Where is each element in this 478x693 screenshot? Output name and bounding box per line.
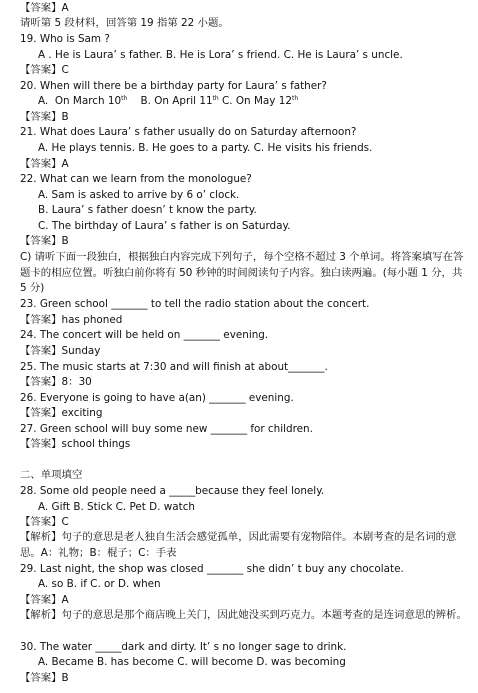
question-29-options: A. so B. if C. or D. when	[38, 578, 161, 590]
section-heading: 二、单项填空	[20, 469, 83, 481]
answer-label: 【答案】A	[20, 2, 69, 14]
answer-label: 【答案】C	[20, 64, 69, 76]
question-28: 28. Some old people need a _____because they feel lonely.	[20, 485, 325, 497]
question-19-options: A . He is Laura’ s father. B. He is Lora’ s friend. C. He is Laura’ s uncle.	[38, 49, 403, 61]
question-29: 29. Last night, the shop was closed _______ she didn’ t buy any chocolate.	[20, 563, 404, 575]
answer-label: 【答案】A	[20, 594, 69, 606]
question-30: 30. The water _____dark and dirty. It’ s no longer sage to drink.	[20, 641, 347, 653]
answer-label: 【答案】has phoned	[20, 314, 123, 326]
question-20: 20. When will there be a birthday party for Laura’ s father?	[20, 80, 327, 92]
analysis-29: 【解析】句子的意思是那个商店晚上关门，因此她没买到巧克力。本题考查的是连词意思的辨析。	[20, 609, 467, 621]
part-c-instruction: C) 请听下面一段独白，根据独白内容完成下列句子，每个空格不超过 3 个单词。将答案填写在答题卡的相应位置。听独白前你将有 50 秒钟的时间阅读句子内容。独白读两遍。(每小题 1 分，共 5 分)	[20, 251, 464, 294]
answer-label: 【答案】C	[20, 516, 69, 528]
question-22-option-c: C. The birthday of Laura’ s father is on Saturday.	[38, 220, 291, 232]
answer-label: 【答案】8：30	[20, 376, 92, 388]
question-19: 19. Who is Sam ?	[20, 33, 110, 45]
answer-label: 【答案】school things	[20, 438, 131, 450]
analysis-28: 【解析】句子的意思是老人独自生活会感觉孤单，因此需要有宠物陪伴。本剧考查的是名词的意思。A：礼物；B：棍子；C：手表	[20, 531, 457, 559]
question-21: 21. What does Laura’ s father usually do on Saturday afternoon?	[20, 126, 357, 138]
answer-label: 【答案】B	[20, 672, 69, 684]
question-21-options: A. He plays tennis. B. He goes to a party. C. He visits his friends.	[38, 142, 373, 154]
question-20-options: A. On March 10th B. On April 11th C. On May 12th	[38, 95, 299, 107]
answer-label: 【答案】B	[20, 235, 69, 247]
answer-label: 【答案】exciting	[20, 407, 103, 419]
question-26: 26. Everyone is going to have a(an) _______ evening.	[20, 392, 294, 404]
answer-label: 【答案】B	[20, 111, 69, 123]
section-instruction: 请听第 5 段材料，回答第 19 指第 22 小题。	[20, 17, 229, 29]
answer-label: 【答案】Sunday	[20, 345, 101, 357]
question-27: 27. Green school will buy some new _______ for children.	[20, 423, 313, 435]
question-22: 22. What can we learn from the monologue?	[20, 173, 252, 185]
answer-label: 【答案】A	[20, 158, 69, 170]
question-24: 24. The concert will be held on _______ evening.	[20, 329, 269, 341]
question-28-options: A. Gift B. Stick C. Pet D. watch	[38, 501, 196, 513]
question-22-option-a: A. Sam is asked to arrive by 6 o’ clock.	[38, 189, 240, 201]
question-22-option-b: B. Laura’ s father doesn’ t know the party.	[38, 204, 257, 216]
question-30-options: A. Became B. has become C. will become D. was becoming	[38, 656, 346, 668]
question-25: 25. The music starts at 7:30 and will finish at about_______.	[20, 361, 328, 373]
question-23: 23. Green school _______ to tell the radio station about the concert.	[20, 298, 370, 310]
